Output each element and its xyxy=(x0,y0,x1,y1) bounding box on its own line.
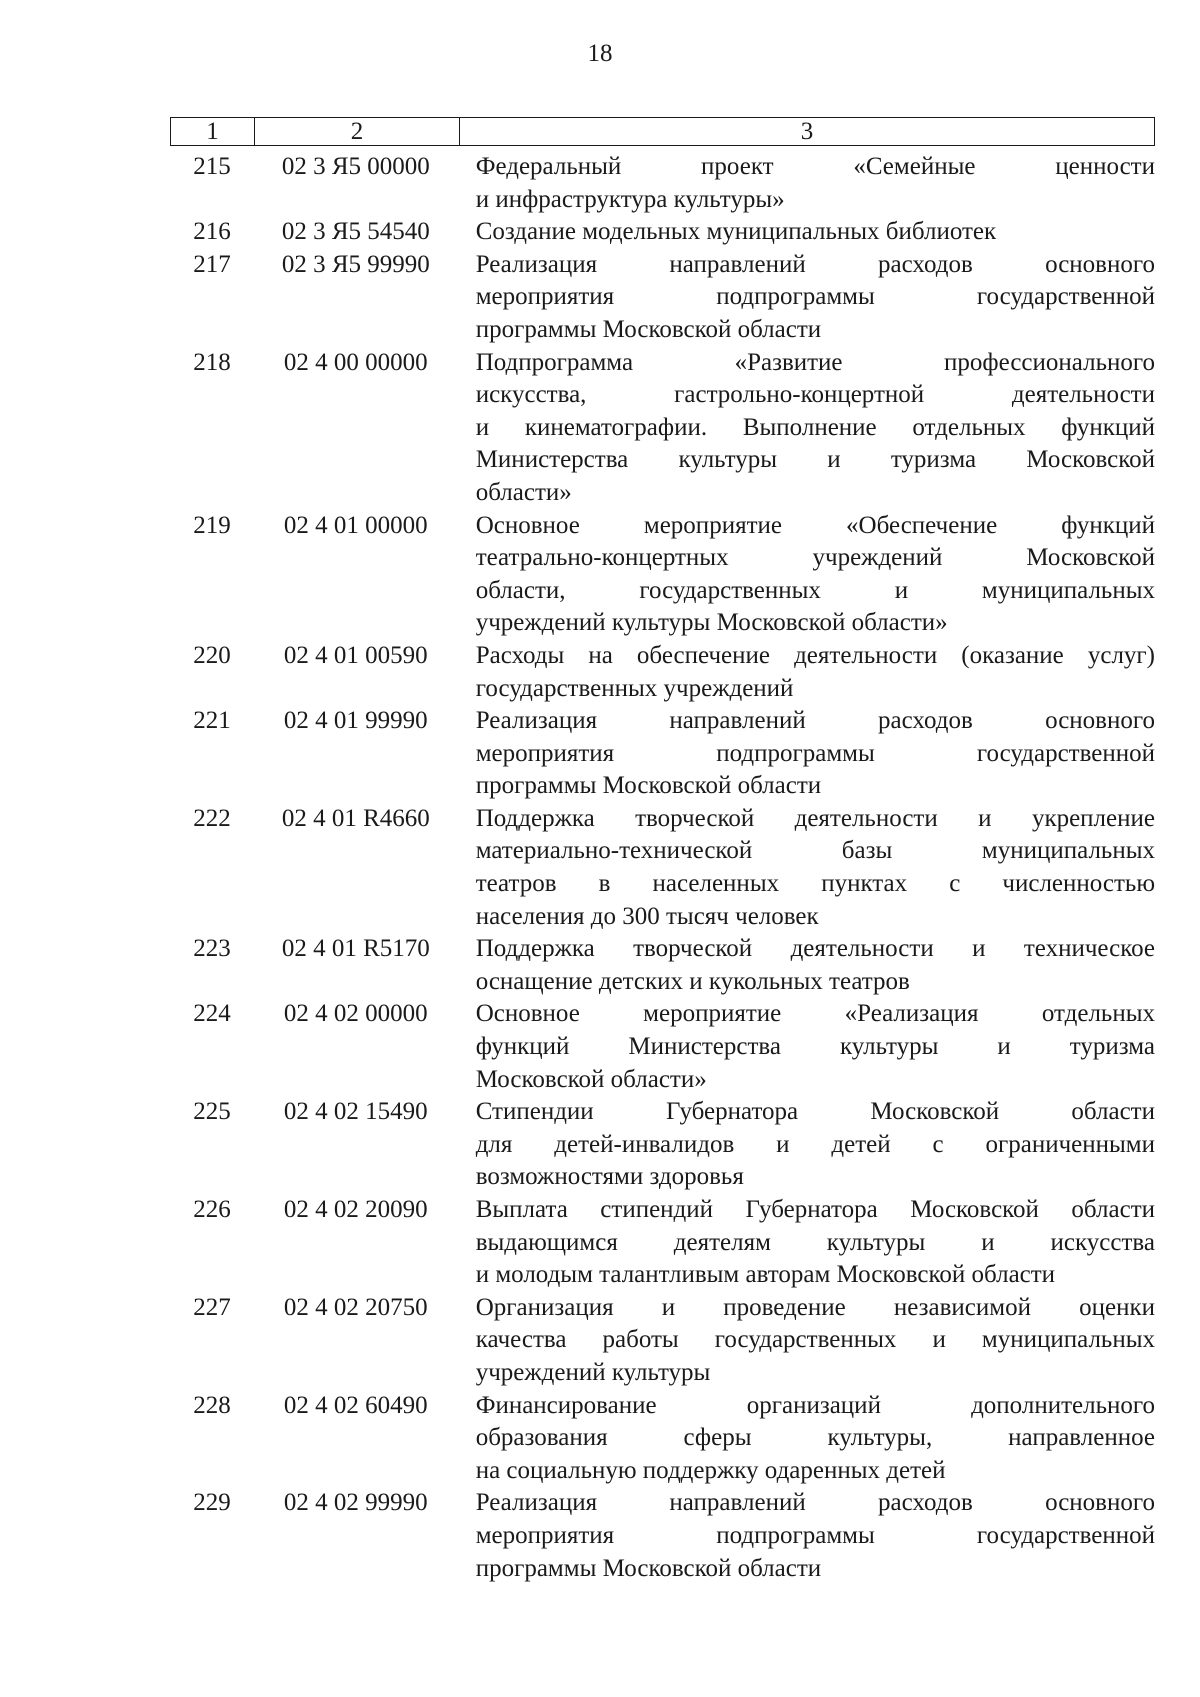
description-line: Подпрограмма «Развитие профессионального xyxy=(475,348,1155,376)
description-line: программы Московской области xyxy=(475,772,822,800)
table-row xyxy=(170,216,1155,249)
description-line: и инфраструктура культуры» xyxy=(475,185,785,213)
description-line: учреждений культуры xyxy=(475,1358,711,1386)
description-line: Поддержка творческой деятельности и укрепление xyxy=(475,804,1155,832)
description-line: мероприятия подпрограммы государственной xyxy=(475,1521,1155,1549)
description-line: Основное мероприятие «Реализация отдельных xyxy=(475,1000,1155,1028)
row-description xyxy=(476,216,1155,249)
header-col-3: 3 xyxy=(800,118,814,145)
description-line: Финансирование организаций дополнительного xyxy=(475,1391,1155,1419)
table-row xyxy=(170,510,1155,640)
budget-code: 02 4 02 00000 xyxy=(283,1000,428,1028)
description-line: Расходы на обеспечение деятельности (оказание услуг) xyxy=(475,641,1155,669)
description-line: для детей-инвалидов и детей с ограниченными xyxy=(475,1130,1155,1158)
row-description xyxy=(476,640,1155,705)
budget-code: 02 3 Я5 54540 xyxy=(281,218,430,246)
header-col-1: 1 xyxy=(171,118,255,145)
description-line: Создание модельных муниципальных библиотек xyxy=(475,218,997,246)
table-row xyxy=(170,347,1155,510)
row-number: 221 xyxy=(193,707,231,735)
description-line: Федеральный проект «Семейные ценности xyxy=(475,153,1155,180)
page-number: 18 xyxy=(587,40,613,67)
row-description xyxy=(476,1194,1155,1292)
description-line: Организация и проведение независимой оценки xyxy=(475,1293,1155,1321)
description-line: Выплата стипендий Губернатора Московской области xyxy=(475,1196,1155,1223)
description-line: Министерства культуры и туризма Московской xyxy=(475,446,1155,474)
row-description xyxy=(476,347,1155,510)
budget-code: 02 4 01 00590 xyxy=(283,641,428,669)
description-line: на социальную поддержку одаренных детей xyxy=(475,1456,946,1484)
budget-code: 02 4 02 20090 xyxy=(283,1196,428,1223)
description-line: Основное мероприятие «Обеспечение функций xyxy=(475,511,1155,539)
description-line: возможностями здоровья xyxy=(475,1163,744,1191)
table-row xyxy=(170,998,1155,1096)
row-number: 218 xyxy=(193,348,231,376)
description-line: населения до 300 тысяч человек xyxy=(475,902,819,930)
description-line: театров в населенных пунктах с численностью xyxy=(475,870,1155,898)
header-col-2: 2 xyxy=(255,118,460,145)
description-line: Реализация направлений расходов основного xyxy=(475,707,1155,735)
row-description xyxy=(476,998,1155,1096)
budget-code: 02 3 Я5 00000 xyxy=(281,153,430,180)
row-number: 227 xyxy=(193,1293,231,1321)
description-line: выдающимся деятелям культуры и искусства xyxy=(475,1228,1155,1256)
table-row xyxy=(170,1487,1155,1585)
table-row xyxy=(170,151,1155,216)
row-number: 226 xyxy=(193,1196,231,1223)
budget-code: 02 4 01 00000 xyxy=(283,511,428,539)
table-row xyxy=(170,1194,1155,1292)
description-line: государственных учреждений xyxy=(475,674,794,702)
budget-code: 02 3 Я5 99990 xyxy=(281,250,430,278)
description-line: мероприятия подпрограммы государственной xyxy=(475,283,1155,311)
row-description xyxy=(476,803,1155,933)
description-line: области» xyxy=(475,478,572,506)
description-line: области, государственных и муниципальных xyxy=(475,576,1155,604)
budget-code: 02 4 02 15490 xyxy=(283,1098,428,1126)
row-number: 223 xyxy=(193,935,231,963)
row-number: 222 xyxy=(193,804,231,832)
description-line: функций Министерства культуры и туризма xyxy=(475,1033,1155,1061)
table-row xyxy=(170,705,1155,803)
row-description xyxy=(476,1292,1155,1390)
row-number: 225 xyxy=(193,1098,231,1126)
description-line: материально-технической базы муниципальных xyxy=(475,837,1155,865)
description-line: Реализация направлений расходов основного xyxy=(475,1489,1155,1517)
row-description xyxy=(476,249,1155,347)
row-number: 219 xyxy=(193,511,231,539)
table-row xyxy=(170,249,1155,347)
table-row xyxy=(170,803,1155,933)
table-row xyxy=(170,1292,1155,1390)
row-number: 216 xyxy=(193,218,231,246)
row-description xyxy=(476,705,1155,803)
budget-code: 02 4 02 60490 xyxy=(283,1391,428,1419)
row-description xyxy=(476,151,1155,216)
description-line: программы Московской области xyxy=(475,315,822,343)
table-row xyxy=(170,933,1155,998)
table-row xyxy=(170,1096,1155,1194)
budget-code: 02 4 01 R5170 xyxy=(281,935,430,963)
row-description xyxy=(476,1487,1155,1585)
description-line: театрально-концертных учреждений Московской xyxy=(475,544,1155,572)
description-line: оснащение детских и кукольных театров xyxy=(475,967,910,995)
description-line: образования сферы культуры, направленное xyxy=(475,1424,1155,1452)
row-number: 220 xyxy=(193,641,231,669)
table-header xyxy=(170,117,1155,146)
budget-code: 02 4 02 99990 xyxy=(283,1489,428,1517)
row-description xyxy=(476,1390,1155,1488)
budget-code: 02 4 02 20750 xyxy=(283,1293,428,1321)
description-line: учреждений культуры Московской области» xyxy=(475,609,948,637)
row-number: 228 xyxy=(193,1391,231,1419)
description-line: мероприятия подпрограммы государственной xyxy=(475,739,1155,767)
table-body xyxy=(170,151,1155,1585)
row-number: 229 xyxy=(193,1489,231,1517)
budget-code: 02 4 00 00000 xyxy=(283,348,428,376)
row-number: 217 xyxy=(193,250,231,278)
description-line: и молодым талантливым авторам Московской области xyxy=(475,1261,1056,1289)
row-number: 215 xyxy=(193,153,231,180)
description-line: искусства, гастрольно-концертной деятельности xyxy=(475,381,1155,409)
row-description xyxy=(476,510,1155,640)
budget-code: 02 4 01 99990 xyxy=(283,707,428,735)
row-description xyxy=(476,933,1155,998)
description-line: Поддержка творческой деятельности и техническое xyxy=(475,935,1155,963)
table-row xyxy=(170,640,1155,705)
table-row xyxy=(170,1390,1155,1488)
budget-code: 02 4 01 R4660 xyxy=(281,804,430,832)
description-line: Реализация направлений расходов основного xyxy=(475,250,1155,278)
row-description xyxy=(476,1096,1155,1194)
description-line: программы Московской области xyxy=(475,1554,822,1582)
description-line: Московской области» xyxy=(475,1065,707,1093)
description-line: и кинематографии. Выполнение отдельных функций xyxy=(475,413,1155,441)
row-number: 224 xyxy=(193,1000,231,1028)
description-line: Стипендии Губернатора Московской области xyxy=(475,1098,1155,1126)
description-line: качества работы государственных и муниципальных xyxy=(475,1326,1155,1354)
